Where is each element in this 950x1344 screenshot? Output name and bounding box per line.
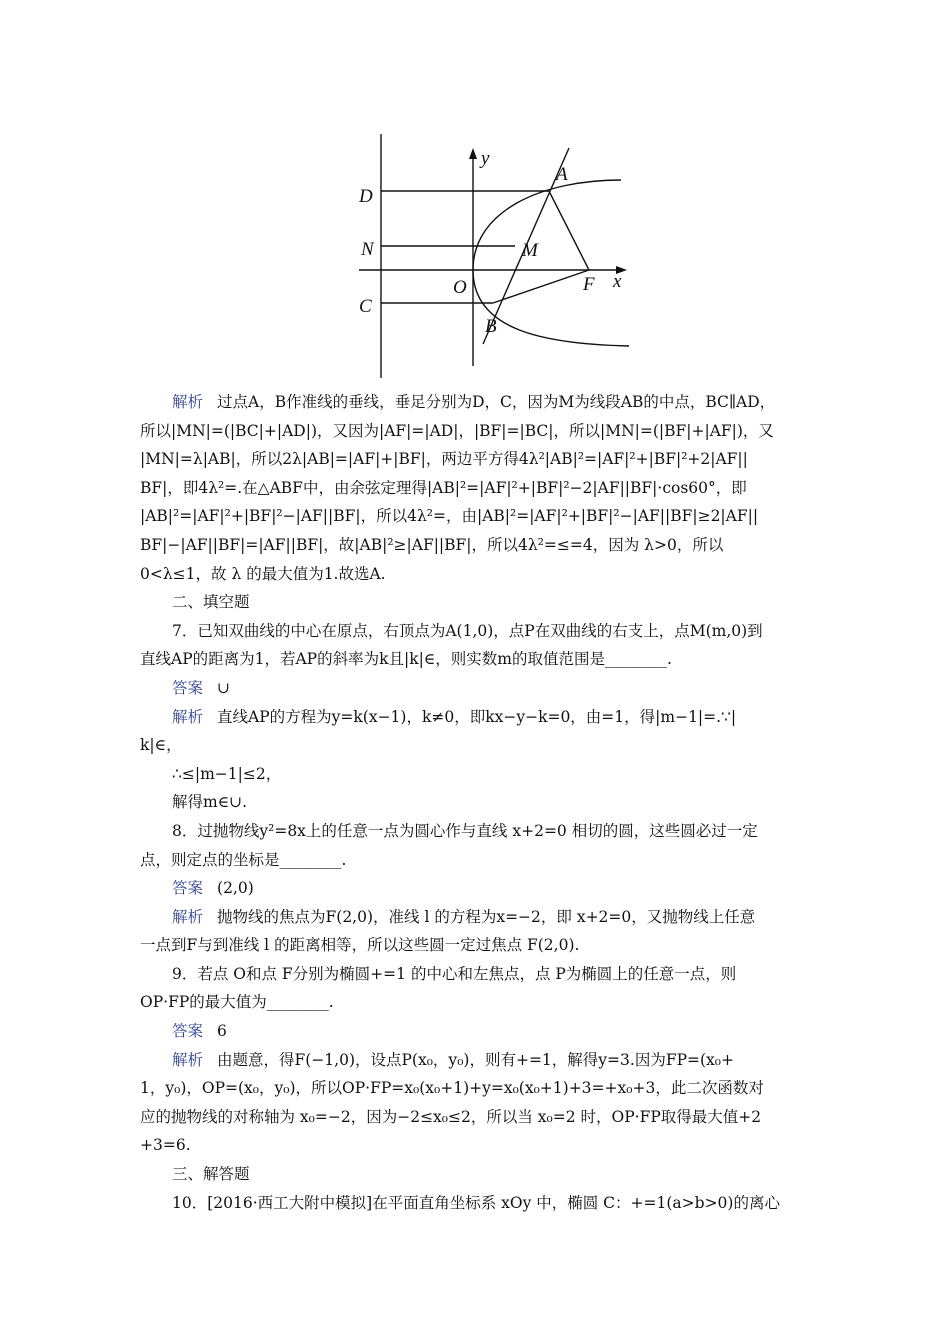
label-O: O xyxy=(453,277,467,298)
label-A: A xyxy=(556,164,568,185)
q7-question-line-1: 7．已知双曲线的中心在原点，右顶点为A(1,0)，点P在双曲线的右支上，点M(m,0)到 xyxy=(172,621,763,640)
q8-solution-line-2: 一点到F与到准线 l 的距离相等，所以这些圆一定过焦点 F(2,0). xyxy=(140,936,580,955)
q9-solution-line-1: 解析 由题意，得F(−1,0)，设点P(x₀，y₀)，则有+=1，解得y=3.因为FP=(x₀+ xyxy=(172,1050,734,1069)
label-N: N xyxy=(361,239,374,260)
q9-question-line-2: OP·FP的最大值为________. xyxy=(140,993,334,1012)
section-heading-fill-in: 二、填空题 xyxy=(172,593,250,612)
solution-keyword: 解析 xyxy=(172,1050,204,1069)
q9-solution-line-2: 1，y₀)，OP=(x₀，y₀)，所以OP·FP=x₀(x₀+1)+y=x₀(x₀+1)+3=+x₀+3，此二次函数对 xyxy=(140,1079,764,1098)
solution-keyword: 解析 xyxy=(172,393,204,411)
q7-solution-line-1: 解析 直线AP的方程为y=k(x−1)，k≠0，即kx−y−k=0，由=1，得|m−1|=.∵| xyxy=(172,707,737,726)
label-C: C xyxy=(359,296,372,317)
label-y: y xyxy=(481,148,490,169)
q6-solution-line-6: BF|−|AF||BF|=|AF||BF|，故|AB|²≥|AF||BF|，所以4λ²=≤=4，因为 λ>0，所以 xyxy=(140,535,724,554)
solution-keyword: 解析 xyxy=(172,907,204,926)
q7-question-line-2: 直线AP的距离为1，若AP的斜率为k且|k|∈，则实数m的取值范围是________. xyxy=(140,650,672,669)
label-x: x xyxy=(613,271,622,292)
label-B: B xyxy=(485,316,497,337)
q7-solution-line-3: ∴≤|m−1|≤2， xyxy=(172,764,282,783)
q6-solution-line-3: |MN|=λ|AB|，所以2λ|AB|=|AF|+|BF|，两边平方得4λ²|AB|²=|AF|²+|BF|²+2|AF|| xyxy=(140,450,748,469)
section-heading-answer: 三、解答题 xyxy=(172,1165,250,1184)
label-D: D xyxy=(359,186,373,207)
q9-answer: 答案 6 xyxy=(172,1022,227,1041)
parabola-figure xyxy=(333,128,653,380)
q7-answer: 答案 ∪ xyxy=(172,678,231,697)
document-body xyxy=(140,388,812,1217)
q10-question-line-1: 10．[2016·西工大附中模拟]在平面直角坐标系 xOy 中，椭圆 C：+=1(a>b>0)的离心 xyxy=(172,1193,780,1212)
q6-solution-line-1: 解析 过点A，B作准线的垂线，垂足分别为D，C，因为M为线段AB的中点，BC∥AD， xyxy=(172,393,776,411)
answer-keyword: 答案 xyxy=(172,879,204,898)
q8-solution-line-1: 解析 抛物线的焦点为F(2,0)，准线 l 的方程为x=−2，即 x+2=0，又抛物线上任意 xyxy=(172,907,756,926)
q9-question-line-1: 9．若点 O和点 F分别为椭圆+=1 的中心和左焦点，点 P为椭圆上的任意一点，则 xyxy=(172,964,737,983)
q9-solution-line-3: 应的抛物线的对称轴为 x₀=−2，因为−2≤x₀≤2，所以当 x₀=2 时，OP·FP取得最大值+2 xyxy=(140,1107,762,1126)
segment-BF xyxy=(493,270,589,303)
q6-solution-line-7: 0<λ≤1，故 λ 的最大值为1.故选A. xyxy=(140,564,386,583)
q6-solution-line-5: |AB|²=|AF|²+|BF|²−|AF||BF|，所以4λ²=，由|AB|²=|AF|²+|BF|²−|AF||BF|≥2|AF|| xyxy=(140,507,759,526)
q8-question-line-2: 点，则定点的坐标是________. xyxy=(140,850,347,869)
label-M: M xyxy=(522,240,538,261)
parabola-diagram xyxy=(333,128,653,380)
q6-solution-line-4: BF|，即4λ²=.在△ABF中，由余弦定理得|AB|²=|AF|²+|BF|²−2|AF||BF|·cos60°，即 xyxy=(140,478,747,497)
answer-keyword: 答案 xyxy=(172,1022,204,1041)
segment-AF xyxy=(549,191,589,270)
label-F: F xyxy=(583,274,595,295)
q8-question-line-1: 8．过抛物线y²=8x上的任意一点为圆心作与直线 x+2=0 相切的圆，这些圆必过一定 xyxy=(172,821,758,840)
q7-solution-line-4: 解得m∈∪. xyxy=(172,793,248,812)
y-axis-arrow xyxy=(469,148,477,159)
answer-keyword: 答案 xyxy=(172,678,204,697)
q8-answer: 答案 (2,0) xyxy=(172,879,254,898)
q6-solution-line-2: 所以|MN|=(|BC|+|AD|)，又因为|AF|=|AD|，|BF|=|BC|，所以|MN|=(|BF|+|AF|)，又 xyxy=(140,421,774,440)
solution-keyword: 解析 xyxy=(172,707,204,726)
q9-solution-line-4: +3=6. xyxy=(140,1136,191,1155)
q7-solution-line-2: k|∈， xyxy=(140,736,182,755)
